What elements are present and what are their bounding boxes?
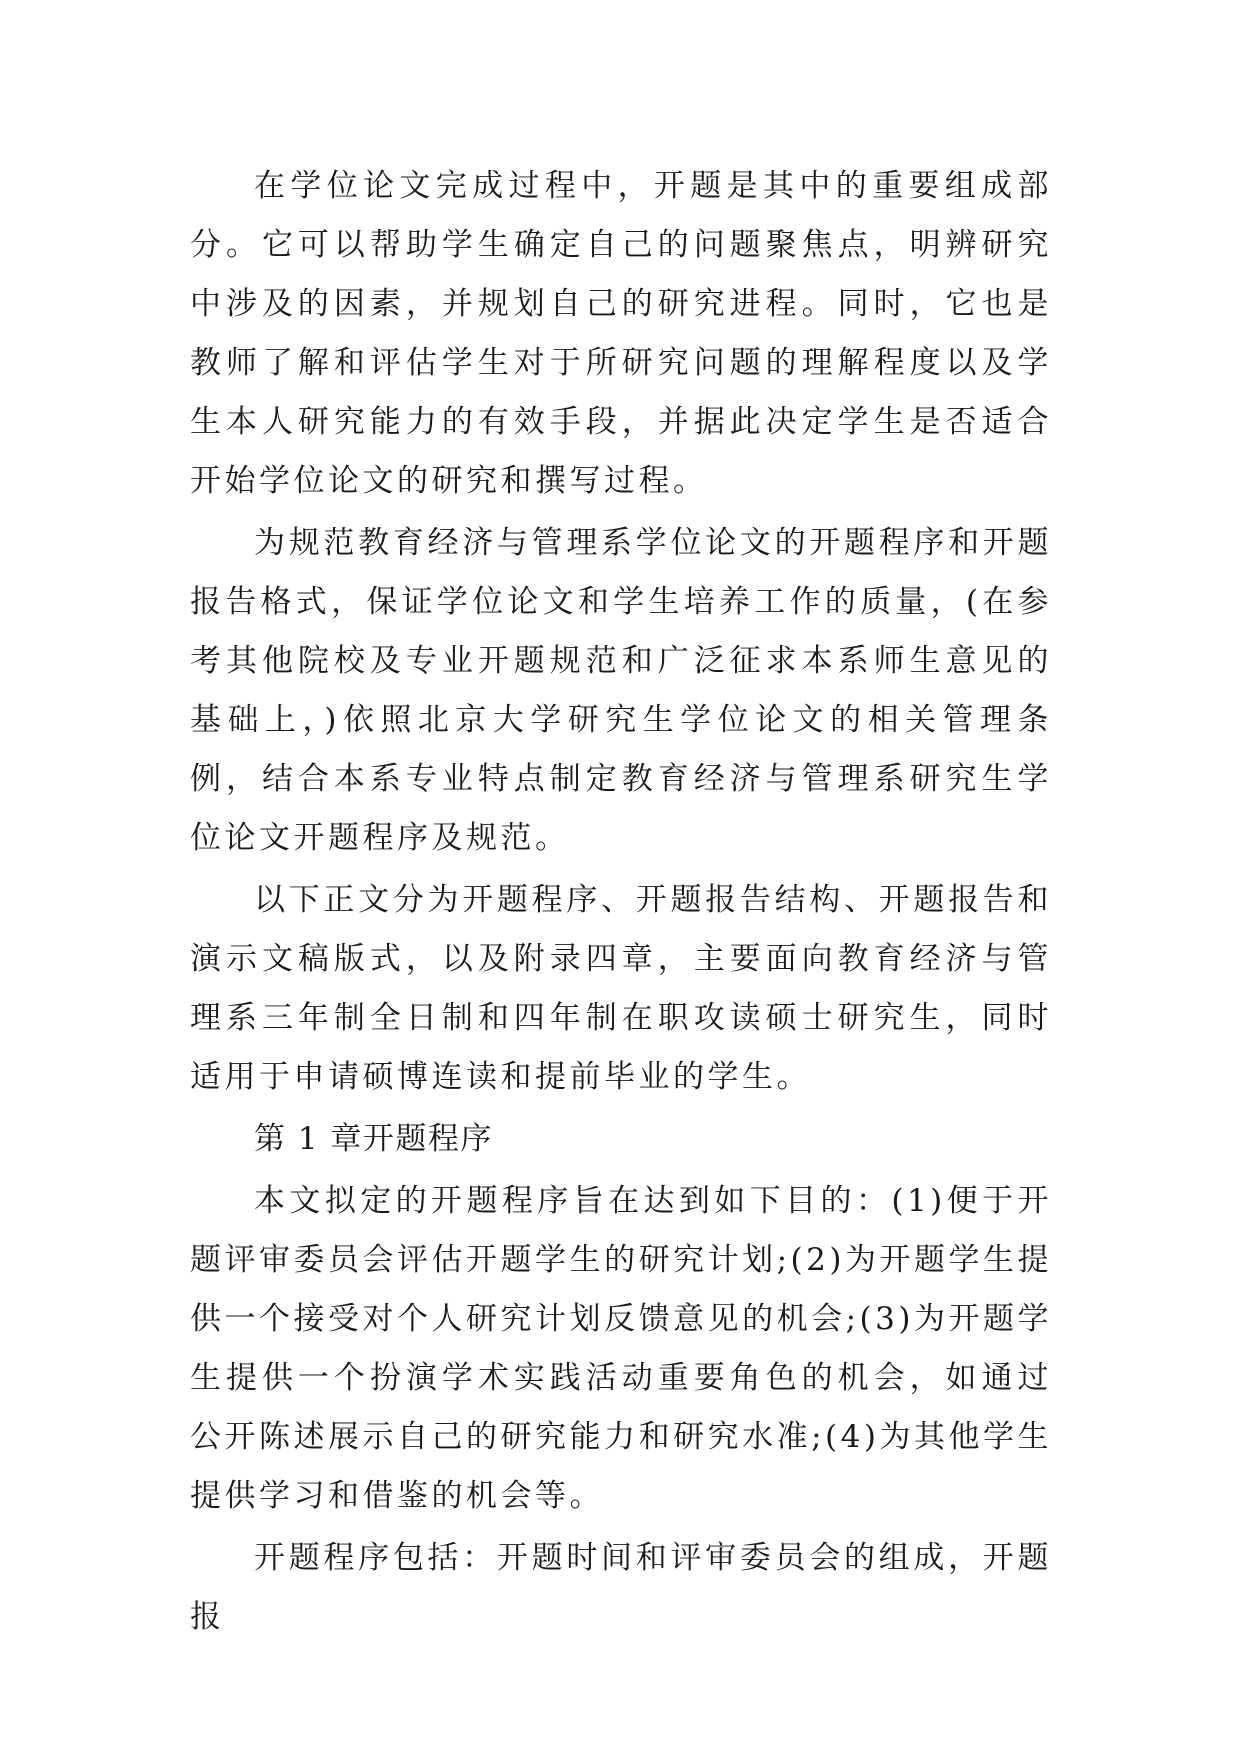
document-body — [190, 157, 1052, 1650]
paragraph-objectives: 本文拟定的开题程序旨在达到如下目的：(1)便于开题评审委员会评估开题学生的研究计划;(2)为开题学生提供一个接受对个人研究计划反馈意见的机会;(3)为开题学生提供一个扮演学术实践活动重要角色的机会，如通过公开陈述展示自己的研究能力和研究水准;(4)为其他学生提供学习和借鉴的机会等。 — [190, 1183, 1052, 1514]
paragraph-purpose: 为规范教育经济与管理系学位论文的开题程序和开题报告格式，保证学位论文和学生培养工作的质量，(在参考其他院校及专业开题规范和广泛征求本系师生意见的基础上，)依照北京大学研究生学位论文的相关管理条例，结合本系专业特点制定教育经济与管理系研究生学位论文开题程序及规范。 — [190, 525, 1052, 856]
chapter-heading: 第 1 章开题程序 — [254, 1121, 493, 1157]
paragraph-intro: 在学位论文完成过程中，开题是其中的重要组成部分。它可以帮助学生确定自己的问题聚焦点，明辨研究中涉及的因素，并规划自己的研究进程。同时，它也是教师了解和评估学生对于所研究问题的理解程度以及学生本人研究能力的有效手段，并据此决定学生是否适合开始学位论文的研究和撰写过程。 — [190, 168, 1052, 499]
paragraph-procedure: 开题程序包括：开题时间和评审委员会的组成，开题报 — [190, 1540, 1052, 1635]
paragraph-scope: 以下正文分为开题程序、开题报告结构、开题报告和演示文稿版式，以及附录四章，主要面向教育经济与管理系三年制全日制和四年制在职攻读硕士研究生，同时适用于申请硕博连读和提前毕业的学生。 — [190, 882, 1052, 1095]
